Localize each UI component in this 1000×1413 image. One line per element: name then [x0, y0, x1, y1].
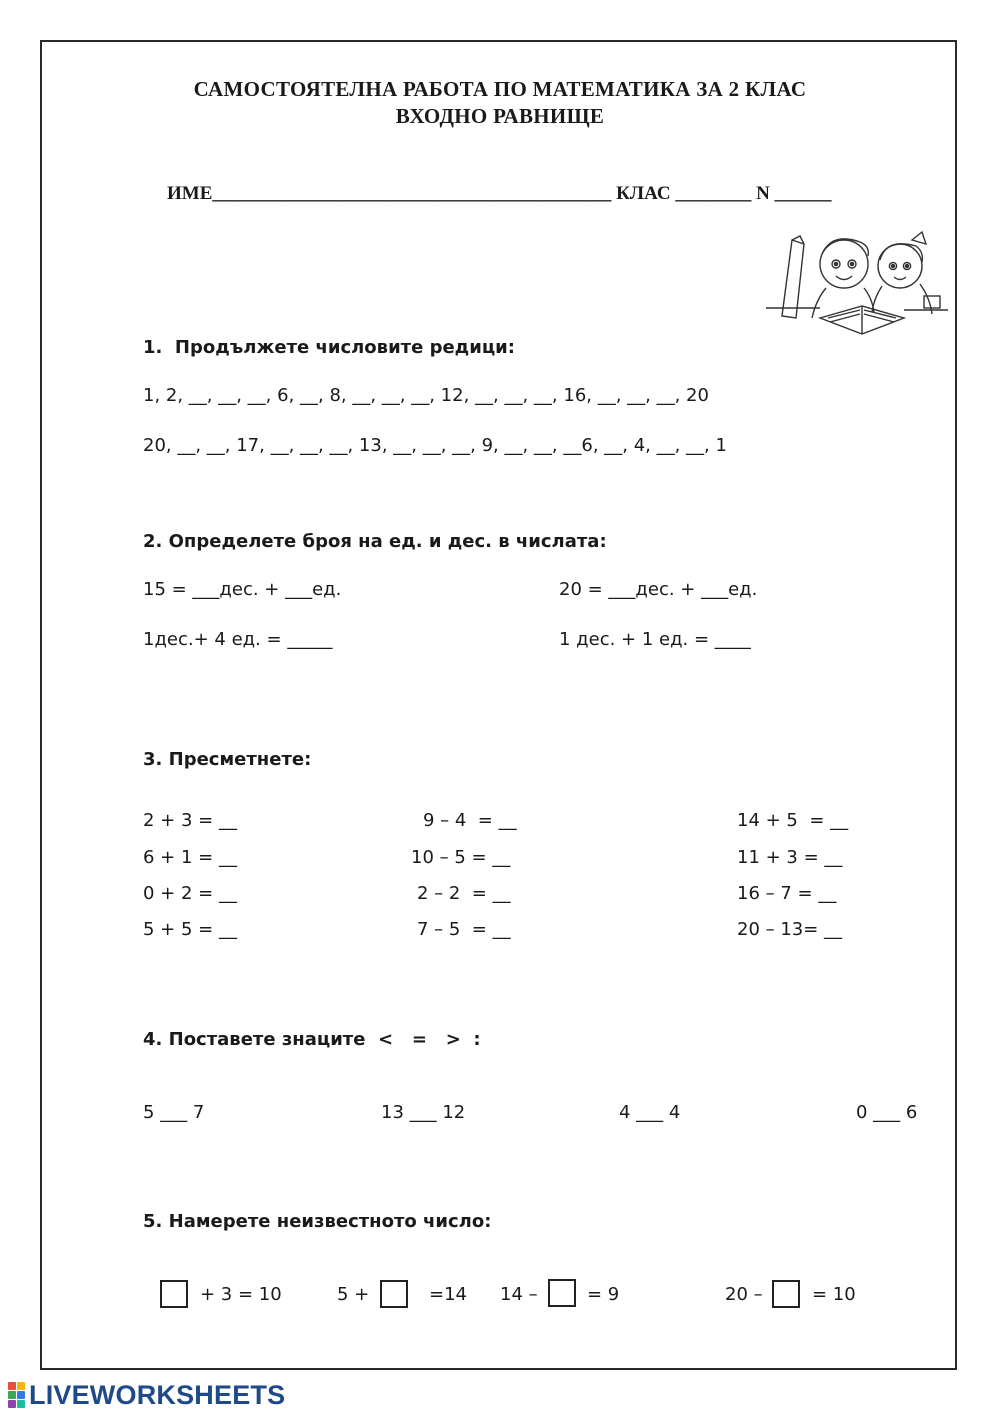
task4-heading: 4. Поставете знаците < = > :: [143, 1029, 481, 1050]
equation[interactable]: 0 + 2 = __: [143, 883, 237, 904]
children-reading-illustration: [764, 226, 950, 344]
task2-item[interactable]: 15 = ___дес. + ___ед.: [143, 579, 342, 600]
equation[interactable]: 7 – 5 = __: [417, 919, 511, 940]
equation[interactable]: 9 – 4 = __: [423, 810, 517, 831]
equation[interactable]: 10 – 5 = __: [411, 847, 511, 868]
number-sequence-ascending[interactable]: 1, 2, __, __, __, 6, __, 8, __, __, __, 12, __, __, __, 16, __, __, __, 20: [143, 385, 709, 406]
comparison-item[interactable]: 5 ___ 7: [143, 1102, 205, 1123]
brand-name: LIVEWORKSHEETS: [29, 1379, 286, 1410]
comparison-item[interactable]: 4 ___ 4: [619, 1102, 681, 1123]
equation[interactable]: 5 + 5 = __: [143, 919, 237, 940]
liveworksheets-logo-icon: [8, 1382, 25, 1408]
missing-number-equation: = 10: [812, 1284, 856, 1305]
worksheet-subtitle: ВХОДНО РАВНИЩЕ: [395, 104, 605, 128]
name-class-number-row: ИМЕ__________________________________________ КЛАС ________ N ______: [167, 183, 832, 204]
task2-item[interactable]: 20 = ___дес. + ___ед.: [559, 579, 758, 600]
equation[interactable]: 6 + 1 = __: [143, 847, 237, 868]
missing-number-equation: = 9: [587, 1284, 620, 1305]
task2-item[interactable]: 1 дес. + 1 ед. = ____: [559, 629, 751, 650]
missing-number-equation: =14: [429, 1284, 467, 1305]
missing-number-equation: 5 +: [337, 1284, 370, 1305]
equation[interactable]: 14 + 5 = __: [737, 810, 849, 831]
missing-number-equation: 20 –: [725, 1284, 763, 1305]
equation[interactable]: 20 – 13= __: [737, 919, 843, 940]
answer-box[interactable]: [548, 1279, 576, 1307]
comparison-item[interactable]: 0 ___ 6: [856, 1102, 918, 1123]
worksheet-title: САМОСТОЯТЕЛНА РАБОТА ПО МАТЕМАТИКА ЗА 2 КЛАС: [193, 77, 807, 101]
task2-heading: 2. Определете броя на ед. и дес. в числата:: [143, 531, 607, 552]
missing-number-equation: + 3 = 10: [200, 1284, 282, 1305]
comparison-item[interactable]: 13 ___ 12: [381, 1102, 466, 1123]
task3-heading: 3. Пресметнете:: [143, 749, 312, 770]
missing-number-equation: 14 –: [500, 1284, 538, 1305]
task1-heading: 1. Продължете числовите редици:: [143, 337, 515, 358]
answer-box[interactable]: [772, 1280, 800, 1308]
equation[interactable]: 2 + 3 = __: [143, 810, 237, 831]
equation[interactable]: 16 – 7 = __: [737, 883, 837, 904]
task5-heading: 5. Намерете неизвестното число:: [143, 1211, 492, 1232]
task2-item[interactable]: 1дес.+ 4 ед. = _____: [143, 629, 333, 650]
liveworksheets-footer[interactable]: [8, 1380, 285, 1410]
equation[interactable]: 11 + 3 = __: [737, 847, 843, 868]
answer-box[interactable]: [380, 1280, 408, 1308]
answer-box[interactable]: [160, 1280, 188, 1308]
equation[interactable]: 2 – 2 = __: [417, 883, 511, 904]
number-sequence-descending[interactable]: 20, __, __, 17, __, __, __, 13, __, __, __, 9, __, __, __6, __, 4, __, __, 1: [143, 435, 727, 456]
